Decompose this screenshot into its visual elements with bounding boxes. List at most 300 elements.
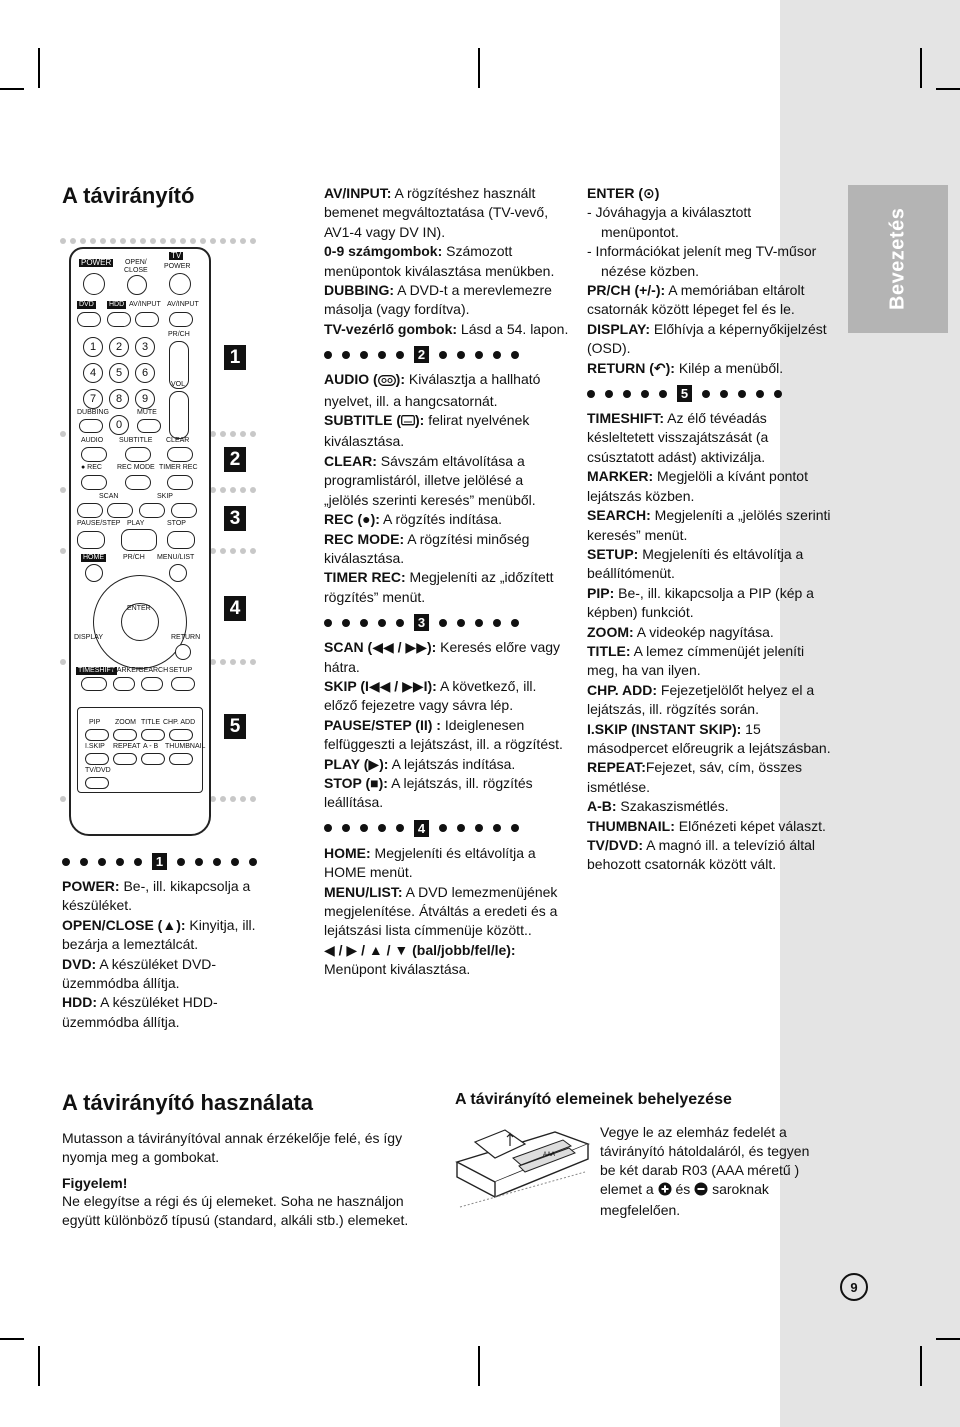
definition-item [324, 883, 569, 941]
remote-label-tv: TV [171, 251, 182, 260]
remote-marker-button [113, 677, 135, 691]
crop-mark [936, 1338, 960, 1340]
definition-item [587, 720, 832, 759]
crop-mark [0, 1338, 24, 1340]
definition-item [587, 545, 832, 584]
definition-term: OPEN/CLOSE (▲): [62, 916, 186, 933]
definition-term: REPEAT: [587, 759, 646, 776]
remote-skip-back-button [139, 503, 165, 518]
separator-dot [240, 659, 246, 665]
separator-dot [200, 238, 206, 244]
definition-item [587, 359, 832, 378]
crop-mark [478, 48, 480, 88]
definition-item [62, 955, 277, 994]
definition-term: CHP. ADD: [587, 681, 658, 698]
definition-text: Szakaszismétlés. [616, 798, 729, 815]
definition-item [587, 320, 832, 359]
definition-text: Menüpont kiválasztása. [324, 961, 471, 978]
warning-title: Figyelem! [62, 1175, 128, 1191]
remote-menu-list-button [169, 564, 187, 582]
separator-dot [220, 238, 226, 244]
remote-vol-rocker [169, 391, 189, 439]
crop-mark [478, 1346, 480, 1386]
remote-rec-button [81, 475, 107, 490]
definition-item [324, 242, 569, 281]
remote-number-button-6: 6 [135, 363, 155, 383]
crop-mark [38, 1346, 40, 1386]
definition-term: PLAY (▶): [324, 755, 389, 772]
separator-dot [250, 796, 256, 802]
minus-icon [694, 1182, 708, 1201]
separator-dot [230, 238, 236, 244]
definition-item [324, 411, 569, 452]
remote-label-tv-power: POWER [164, 263, 191, 270]
remote-timer-rec-button [167, 475, 193, 490]
definition-term: THUMBNAIL: [587, 817, 675, 834]
column-1 [62, 846, 277, 1032]
battery-title: A távirányító elemeinek behelyezése [455, 1091, 732, 1108]
definition-term: PIP: [587, 584, 615, 601]
section-number: 3 [414, 614, 429, 631]
separator-dot [250, 548, 256, 554]
section-marker-2: 2 [224, 447, 246, 472]
definition-item [587, 584, 832, 623]
definition-term: SETUP: [587, 545, 639, 562]
remote-label-dvd: DVD [79, 301, 94, 308]
definition-text: Megjeleníti és eltávolítja a beállítómenüt. [587, 545, 804, 582]
definition-term: TIMER REC: [324, 569, 406, 586]
separator-dot [60, 238, 66, 244]
definition-item [587, 797, 832, 816]
definition-text: A lejátszás, ill. rögzítés leállítása. [324, 774, 533, 811]
remote-number-button-4: 4 [83, 363, 103, 383]
definition-term: AV/INPUT: [324, 185, 392, 201]
separator-dot [110, 238, 116, 244]
remote-return-button [175, 644, 191, 660]
separator-dot [240, 796, 246, 802]
remote-label-ab: A - B [143, 743, 159, 750]
crop-mark [0, 88, 24, 90]
battery-text-c: saroknak megfelelően. [600, 1181, 769, 1218]
definition-term: I.SKIP (INSTANT SKIP): [587, 720, 742, 737]
remote-number-button-7: 7 [83, 389, 103, 409]
remote-stop-button [167, 531, 195, 549]
remote-setup-button [171, 677, 195, 691]
definition-term: POWER: [62, 878, 120, 894]
column-2 [324, 184, 569, 980]
battery-text-b: és [675, 1181, 691, 1197]
definition-item [324, 320, 569, 339]
definition-term: TV/DVD: [587, 837, 643, 853]
remote-av-input-2-button [169, 312, 193, 327]
remote-label-pr-ch-2: PR/CH [123, 554, 145, 561]
section-separator-3 [324, 609, 569, 636]
crop-mark [920, 1346, 922, 1386]
definition-term: HOME: [324, 844, 371, 861]
remote-iskip-button [85, 753, 109, 765]
definition-item [324, 774, 569, 813]
definition-text: Előhívja a képernyőkijelzést (OSD). [587, 320, 827, 357]
remote-dubbing-button [79, 419, 103, 433]
definition-text: Megjelöli a kívánt pontot lejátszás közben. [587, 468, 808, 504]
remote-chp-add-button [169, 729, 193, 741]
plus-icon [658, 1182, 672, 1201]
definition-text: A DVD lemezmenüjének megjelenítése. Átváltás a eredeti és a lejátszási lista címmenüje között.. [324, 883, 558, 939]
section-marker-1: 1 [224, 345, 246, 370]
remote-label-chp-add: CHP. ADD [163, 719, 196, 726]
definition-item [587, 681, 832, 720]
separator-dot [220, 548, 226, 554]
remote-label-audio: AUDIO [81, 437, 104, 444]
definition-term: HDD: [62, 994, 97, 1011]
separator-dot [220, 659, 226, 665]
definition-item [587, 242, 832, 281]
separator-dot [240, 487, 246, 493]
separator-dot [100, 238, 106, 244]
separator-dot [210, 238, 216, 244]
remote-rewind-button [77, 503, 103, 518]
usage-title: A távirányító használata [62, 1090, 314, 1115]
definition-term: ◀ / ▶ / ▲ / ▼ (bal/jobb/fel/le): [324, 941, 516, 958]
separator-dot [90, 238, 96, 244]
definition-text: Kiválasztja a hallható nyelvet, ill. a hangcsatornát. [324, 371, 541, 409]
remote-label-pip: PIP [89, 719, 101, 726]
definition-item [587, 281, 832, 320]
remote-pip-button [85, 729, 109, 741]
separator-dot [250, 659, 256, 665]
definition-term: STOP (■): [324, 774, 388, 791]
definition-text: Kilép a menüből. [674, 359, 784, 376]
remote-rec-mode-button [125, 475, 151, 490]
remote-title-button [141, 729, 165, 741]
definition-item [587, 467, 832, 506]
remote-timeshift-button [81, 677, 107, 691]
definition-item [587, 623, 832, 642]
section-separator-2 [324, 341, 569, 368]
separator-dot [140, 238, 146, 244]
definition-text: A rögzítés indítása. [379, 511, 503, 528]
definition-text: felirat nyelvének kiválasztása. [324, 412, 530, 450]
definition-text: - Jóváhagyja a kiválasztott menüpontot. [587, 204, 752, 240]
definition-text: Be-, ill. kikapcsolja a készüléket. [62, 878, 251, 914]
definition-item [62, 877, 277, 916]
page-number: 9 [840, 1273, 868, 1301]
definition-text: Fejezetjelölőt helyez el a lejátszás, ill. rögzítés során. [587, 681, 815, 718]
remote-label-power: POWER [81, 258, 112, 267]
separator-dot [250, 431, 256, 437]
definition-term: TITLE: [587, 642, 631, 659]
remote-thumbnail-button [169, 753, 193, 765]
remote-label-enter: ENTER [127, 605, 151, 612]
battery-cell-label: AAA [543, 1152, 556, 1158]
definition-text: Megjeleníti a „jelölés szerinti keresés” menüt. [587, 507, 831, 543]
remote-label-skip: SKIP [157, 493, 173, 500]
definition-text: A memóriában eltárolt csatornák között lépeget fel és le. [587, 282, 805, 318]
definition-text: A videokép nagyítása. [633, 623, 774, 640]
remote-audio-button [81, 447, 107, 462]
definition-item [587, 817, 832, 836]
remote-dvd-button [77, 312, 101, 327]
remote-label-pr-ch: PR/CH [168, 331, 190, 338]
remote-label-mute: MUTE [137, 409, 157, 416]
definition-term: SEARCH: [587, 507, 651, 524]
definition-item [587, 758, 832, 797]
remote-label-thumbnail: THUMBNAIL [165, 743, 206, 750]
definition-term: SCAN (◀◀ / ▶▶): [324, 639, 437, 656]
remote-number-button-5: 5 [109, 363, 129, 383]
definition-text: Fejezet, sáv, cím, összes ismétlése. [587, 759, 802, 795]
definition-term: MARKER: [587, 468, 654, 485]
definition-item [324, 568, 569, 607]
definition-item [324, 530, 569, 569]
definition-text: Kinyitja, ill. bezárja a lemeztálcát. [62, 916, 256, 953]
remote-label-menu-list: MENU/LIST [157, 554, 195, 561]
remote-power-button [83, 273, 105, 295]
remote-number-button-2: 2 [109, 337, 129, 357]
remote-illustration [69, 247, 211, 836]
audio-icon [378, 372, 396, 391]
separator-dot [70, 238, 76, 244]
definition-item [62, 993, 277, 1032]
definition-item [324, 844, 569, 883]
definition-term: ENTER (⊙) [587, 185, 660, 201]
remote-label-tv-dvd: TV/DVD [85, 767, 111, 774]
remote-label-hdd: HDD [109, 301, 125, 308]
remote-number-button-9: 9 [135, 389, 155, 409]
remote-label-open-close: OPEN/ CLOSE [124, 259, 148, 274]
separator-dot [250, 487, 256, 493]
remote-label-play: PLAY [127, 520, 145, 527]
definition-term: SKIP (I◀◀ / ▶▶I): [324, 677, 437, 694]
remote-label-rec-mode: REC MODE [117, 464, 155, 471]
separator-dot [230, 487, 236, 493]
remote-open-close-button [127, 275, 147, 295]
separator-dot [180, 238, 186, 244]
section-marker-4: 4 [224, 596, 246, 621]
section-marker-3: 3 [224, 506, 246, 531]
remote-tv-power-button [169, 273, 191, 295]
battery-text [600, 1123, 815, 1220]
separator-dot [60, 487, 66, 493]
section-tab-label: Bevezetés [886, 207, 909, 311]
remote-home-button [85, 564, 103, 582]
remote-subtitle-button [125, 447, 151, 462]
remote-label-scan: SCAN [99, 493, 119, 500]
remote-label-return: RETURN [171, 634, 201, 641]
separator-dot [150, 238, 156, 244]
separator-dot [230, 548, 236, 554]
remote-label-repeat: REPEAT [113, 743, 141, 750]
definition-item [324, 281, 569, 320]
remote-hdd-button [107, 312, 131, 327]
remote-play-button [121, 529, 157, 551]
separator-dot [220, 431, 226, 437]
definition-term: TIMESHIFT: [587, 410, 664, 427]
section-separator-1 [62, 848, 277, 875]
definition-text: Előnézeti képet választ. [674, 817, 826, 834]
remote-tv-dvd-button [85, 777, 109, 789]
separator-dot [60, 431, 66, 437]
definition-term: DUBBING: [324, 282, 394, 299]
separator-dot [190, 238, 196, 244]
remote-label-setup: SETUP [169, 667, 193, 674]
definition-text: A rögzítéshez használt bemenet megváltoztatása (TV-vevő, AV1-4 vagy DV IN). [324, 185, 549, 240]
separator-dot [220, 487, 226, 493]
definition-item [587, 203, 832, 242]
definition-item [62, 916, 277, 955]
definition-term: AUDIO ( [324, 371, 378, 388]
definition-text: Lásd a 54. lapon. [457, 320, 569, 337]
definition-term-end: ): [395, 371, 405, 388]
remote-label-dubbing: DUBBING [77, 409, 109, 416]
definition-item [324, 370, 569, 411]
remote-label-marker: MARKER [111, 667, 141, 674]
separator-dot [160, 238, 166, 244]
definition-text: Be-, ill. kikapcsolja a PIP (kép a képben) funkciót. [587, 584, 814, 621]
remote-label-subtitle: SUBTITLE [119, 437, 153, 444]
section-marker-5: 5 [224, 714, 246, 739]
remote-search-button [141, 677, 163, 691]
remote-label-zoom: ZOOM [115, 719, 136, 726]
definition-term: SUBTITLE ( [324, 412, 401, 429]
definition-term: RETURN (↶): [587, 359, 675, 376]
definition-text: A készüléket DVD-üzemmódba állítja. [62, 955, 217, 992]
section-number: 2 [414, 346, 429, 363]
remote-label-rec: ● REC [81, 464, 102, 471]
definition-text: A DVD-t a merevlemezre másolja (vagy fordítva). [324, 282, 552, 318]
definition-item [324, 941, 569, 980]
remote-mute-button [137, 419, 161, 433]
remote-label-search: SEARCH [139, 667, 169, 674]
definition-item [324, 755, 569, 774]
column-3 [587, 184, 832, 875]
remote-skip-forward-button [171, 503, 197, 518]
remote-label-title: TITLE [141, 719, 161, 726]
remote-label-vol: VOL [171, 381, 186, 388]
remote-number-button-1: 1 [83, 337, 103, 357]
separator-dot [230, 796, 236, 802]
definition-text: Ideiglenesen felfüggeszti a lejátszást, ill. a rögzítést. [324, 716, 563, 753]
section-separator-4 [324, 815, 569, 842]
page-title: A távirányító [62, 183, 195, 208]
dot-separator [60, 238, 260, 244]
separator-dot [240, 548, 246, 554]
remote-number-button-0: 0 [109, 415, 129, 435]
definition-text: - Információkat jelenít meg TV-műsor nézése közben. [587, 243, 817, 279]
definition-term: REC (●): [324, 511, 380, 528]
separator-dot [250, 238, 256, 244]
separator-dot [60, 796, 66, 802]
definition-term: DVD: [62, 955, 97, 972]
separator-dot [240, 238, 246, 244]
definition-item [324, 184, 569, 242]
remote-pause-button [77, 531, 105, 549]
definition-term: DISPLAY: [587, 320, 651, 337]
remote-label-timeshift: TIMESHIFT [78, 667, 115, 674]
remote-forward-button [107, 503, 133, 518]
definition-text: A készüléket HDD-üzemmódba állítja. [62, 994, 218, 1030]
definition-term: MENU/LIST: [324, 883, 403, 900]
definition-term: A-B: [587, 798, 617, 815]
definition-item [587, 836, 832, 875]
remote-repeat-button [113, 753, 137, 765]
remote-number-button-8: 8 [109, 389, 129, 409]
separator-dot [230, 431, 236, 437]
usage-text: Mutasson a távirányítóval annak érzékelője felé, és így nyomja meg a gombokat. [62, 1130, 403, 1165]
remote-label-timer-rec: TIMER REC [159, 464, 198, 471]
definition-text: 15 másodpercet előreugrik a lejátszásban. [587, 720, 831, 756]
definition-term: REC MODE: [324, 530, 405, 547]
subtitle-icon [401, 413, 415, 432]
separator-dot [220, 796, 226, 802]
crop-mark [38, 48, 40, 88]
definition-term: ZOOM: [587, 623, 634, 640]
battery-compartment-illustration [455, 1122, 590, 1217]
definition-term: TV-vezérlő gombok: [324, 320, 458, 337]
definition-text: Sávszám eltávolítása a programlistáról, illetve jelölésé a „jelölés szerinti keresés” menüből. [324, 452, 536, 508]
definition-item [587, 409, 832, 467]
battery-text-a: Vegye le az elemház fedelét a távirányító hátoldaláról, és tegyen be két darab R03 (AAA méretű ) elemet a [600, 1124, 810, 1197]
definition-item [324, 716, 569, 755]
definition-text: Számozott menüpontok kiválasztása menükben. [324, 243, 555, 279]
separator-dot [120, 238, 126, 244]
definition-text: A lejátszás indítása. [388, 755, 516, 772]
remote-zoom-button [113, 729, 137, 741]
crop-mark [920, 48, 922, 88]
definition-item [587, 506, 832, 545]
definition-text: Az élő tévéadás késleltetett visszajátszását (a csúsztatott adást) aktivizálja. [587, 410, 769, 465]
separator-dot [60, 548, 66, 554]
definition-term: PR/CH (+/-): [587, 282, 666, 299]
remote-label-av-input-2: AV/INPUT [167, 301, 199, 308]
remote-label-stop: STOP [167, 520, 186, 527]
definition-item [587, 642, 832, 681]
definition-term-end: ): [415, 412, 425, 429]
remote-label-iskip: I.SKIP [85, 743, 105, 750]
section-number: 4 [414, 820, 429, 837]
definition-term: 0-9 számgombok: [324, 243, 443, 260]
definition-item [587, 184, 832, 203]
remote-label-av-input: AV/INPUT [129, 301, 161, 308]
section-separator-5 [587, 380, 832, 407]
definition-item [324, 677, 569, 716]
definition-term: PAUSE/STEP (II) : [324, 716, 441, 733]
separator-dot [170, 238, 176, 244]
definition-item [324, 452, 569, 510]
definition-text: A magnó ill. a televízió által behozott csatornák között vált. [587, 837, 815, 873]
section-number: 5 [677, 385, 692, 402]
separator-dot [230, 659, 236, 665]
remote-label-clear: CLEAR [166, 437, 190, 444]
definition-text: A rögzítési minőség kiválasztása. [324, 530, 530, 566]
remote-av-input-button [135, 312, 159, 327]
definition-text: A lemez címmenüjét jeleníti meg, ha van ilyen. [587, 642, 805, 679]
remote-clear-button [167, 447, 193, 462]
crop-mark [936, 88, 960, 90]
definition-text: Keresés előre vagy hátra. [324, 639, 561, 675]
remote-label-pause-step: PAUSE/STEP [77, 520, 121, 527]
definition-text: Megjeleníti az „időzített rögzítés” menüt. [324, 569, 554, 605]
warning-text: Ne elegyítse a régi és új elemeket. Soha ne használjon együtt különböző típusú (standard, alkáli stb.) elemeket. [62, 1193, 409, 1228]
remote-number-button-3: 3 [135, 337, 155, 357]
section-number: 1 [152, 853, 167, 870]
separator-dot [80, 238, 86, 244]
separator-dot [130, 238, 136, 244]
definition-item [324, 510, 569, 529]
separator-dot [240, 431, 246, 437]
remote-ab-button [141, 753, 165, 765]
remote-label-home: HOME [83, 554, 104, 561]
